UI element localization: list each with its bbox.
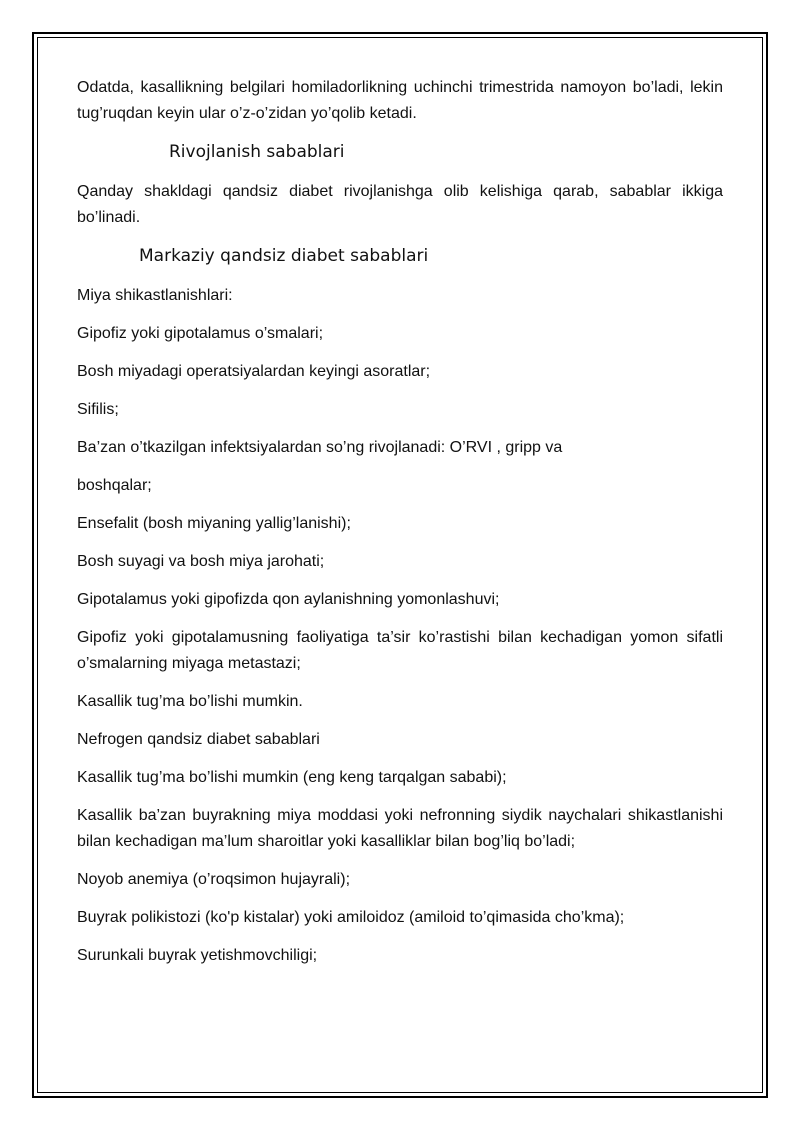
document-body [77,75,723,981]
list-item: Ensefalit (bosh miyaning yallig’lanishi); [77,515,351,532]
heading-central-causes: Markaziy qandsiz diabet sabablari [139,246,429,266]
list-item: Gipotalamus yoki gipofizda qon aylanishning yomonlashuvi; [77,591,500,608]
list-item: Sifilis; [77,401,119,418]
list-item: Noyob anemiya (o’roqsimon hujayrali); [77,871,351,888]
list-item: Kasallik tug’ma bo’lishi mumkin. [77,693,303,710]
list-item: boshqalar; [77,477,152,494]
list-item: Bosh suyagi va bosh miya jarohati; [77,553,325,570]
list-item: Kasallik tug’ma bo’lishi mumkin (eng keng tarqalgan sababi); [77,769,507,786]
heading-nephrogenic-causes: Nefrogen qandsiz diabet sabablari [77,731,320,748]
list-item: Buyrak polikistozi (ko'p kistalar) yoki amiloidoz (amiloid to’qimasida cho’kma); [77,909,625,926]
intro-paragraph: Odatda, kasallikning belgilari homiladorlikning uchinchi trimestrida namoyon bo’ladi, lekin tug’ruqdan keyin ular o’z-o’zidan yo’qolib ketadi. [77,79,723,122]
list-item: Kasallik ba’zan buyrakning miya moddasi yoki nefronning siydik naychalari shikastlanishi bilan kechadigan ma’lum sharoitlar yoki kasalliklar bilan bog’liq bo’ladi; [77,807,723,850]
list-item: Ba’zan o’tkazilgan infektsiyalardan so’ng rivojlanadi: O’RVI , gripp va [77,439,563,456]
list-item: Gipofiz yoki gipotalamusning faoliyatiga ta’sir ko’rastishi bilan kechadigan yomon sifatli o’smalarning miyaga metastazi; [77,629,723,672]
causes-intro-paragraph: Qanday shakldagi qandsiz diabet rivojlanishga olib kelishiga qarab, sabablar ikkiga bo’linadi. [77,183,723,226]
list-item: Gipofiz yoki gipotalamus o’smalari; [77,325,324,342]
list-item: Bosh miyadagi operatsiyalardan keyingi asoratlar; [77,363,431,380]
list-item: Surunkali buyrak yetishmovchiligi; [77,947,318,964]
list-item: Miya shikastlanishlari: [77,287,233,304]
heading-causes: Rivojlanish sabablari [169,142,345,162]
